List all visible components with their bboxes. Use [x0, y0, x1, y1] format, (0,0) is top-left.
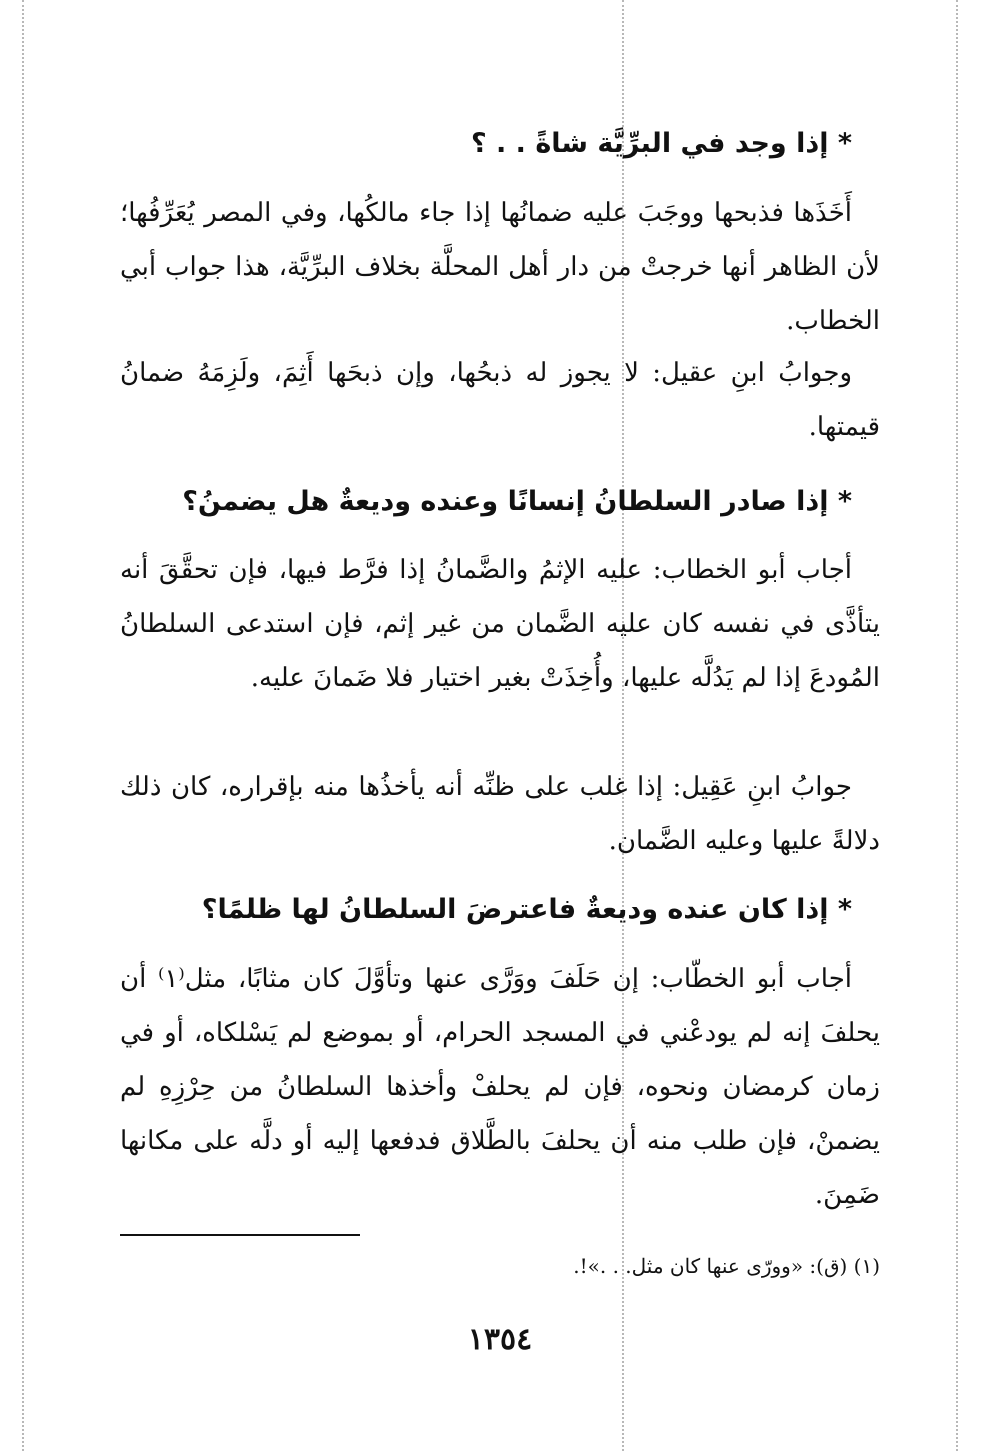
page-number: ١٣٥٤ [467, 1322, 533, 1357]
dotted-guide-line [956, 0, 958, 1451]
page-body [120, 100, 880, 1391]
paragraph: جوابُ ابنِ عَقِيل: إذا غلب على ظنِّه أنه يأخذُها منه بإقراره، كان ذلك دلالةً عليها وعليه الضَّمان. [120, 772, 880, 856]
paragraph: أجاب أبو الخطاب: عليه الإثمُ والضَّمانُ إذا فرَّط فيها، فإن تحقَّقَ أنه يتأذَّى في نفسه كان عليه الضَّمان من غير إثم، فإن استدعى السلطانُ المُودعَ إذا لم يَدُلَّه عليها، وأُخِذَتْ بغير اختيار فلا ضَمانَ عليه. [120, 555, 880, 693]
section-heading: * إذا صادر السلطانُ إنسانًا وعنده وديعةٌ هل يضمنُ؟ [182, 486, 852, 517]
section-heading: * إذا وجد في البرِّيَّة شاةً . . ؟ [470, 128, 852, 159]
footnote: (١) (ق): «وورّى عنها كان مثل. . .»!. [573, 1254, 880, 1278]
paragraph: وجوابُ ابنِ عقيل: لا يجوز له ذبحُها، وإن ذبحَها أَثِمَ، ولَزِمَهُ ضمانُ قيمتها. [120, 358, 880, 442]
section-heading: * إذا كان عنده وديعةٌ فاعترضَ السلطانُ لها ظلمًا؟ [201, 894, 852, 925]
dotted-guide-line [22, 0, 24, 1451]
paragraph: أجاب أبو الخطّاب: إن حَلَفَ ووَرَّى عنها وتأوَّلَ كان مثابًا، مثل⁽١⁾ أن يحلفَ إنه لم يودعْني في المسجد الحرام، أو بموضع لم يَسْلكاه، أو في زمان كرمضان ونحوه، فإن لم يحلفْ وأخذها السلطانُ من حِرْزِهِ لم يضمنْ، فإن طلب منه أن يحلفَ بالطَّلاق فدفعها إليه أو دلَّه على مكانها ضَمِنَ. [120, 964, 880, 1210]
footnote-separator [120, 1234, 360, 1236]
paragraph: أَخَذَها فذبحها ووجَبَ عليه ضمانُها إذا جاء مالكُها، وفي المصر يُعَرِّفُها؛ لأن الظاهر أنها خرجتْ من دار أهل المحلَّة بخلاف البرِّيَّة، هذا جواب أبي الخطاب. [120, 198, 880, 336]
